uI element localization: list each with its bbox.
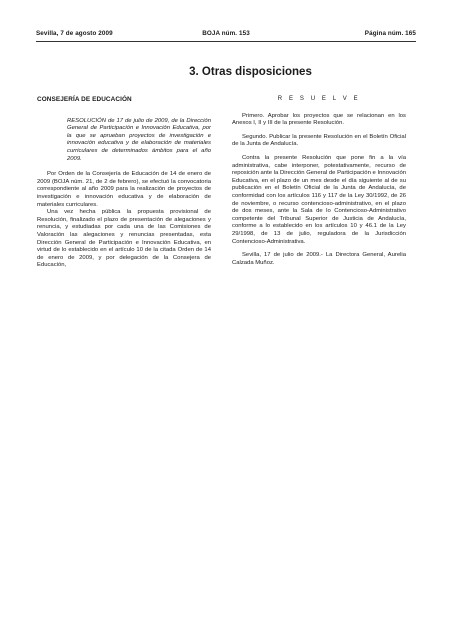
body-paragraph: Una vez hecha pública la propuesta provisional de Resolución, finalizado el plazo de presentación de alegaciones y renuncia, y estudiadas por cada una de las Comisiones de Valoración las alegaciones y renuncias presentadas, esta Dirección General de Participación e Innovación Educativa, en virtud de lo establecido en el artículo 10 de la citada Orden de 14 de enero de 2009, y por delegación de la Consejera de Educación, bbox=[37, 209, 211, 269]
ministry-heading: CONSEJERÍA DE EDUCACIÓN bbox=[37, 96, 132, 103]
resuelve-heading: R E S U E L V E bbox=[277, 96, 361, 102]
right-column bbox=[232, 96, 406, 273]
section-title-text: 3. Otras disposiciones bbox=[189, 66, 312, 78]
appeal-paragraph: Contra la presente Resolución que pone fin a la vía administrativa, cabe interponer, potestativamente, recurso de reposición ante la Dirección General de Participación e Innovación Educativa, en el plazo de un mes desde el día siguiente al de su publicación en el Boletín Oficial de la Junta de Andalucía, de conformidad con los artículos 116 y 117 de la Ley 30/1992, de 26 de noviembre, o recurso contencioso-administrativo, en el plazo de dos meses, ante la Sala de lo Contencioso-Administrativo competente del Tribunal Superior de Justicia de Andalucía, conforme a lo establecido en los artículos 10 y 46.1 de la Ley 29/1998, de 13 de julio, reguladora de la Jurisdicción Contencioso-Administrativa. bbox=[232, 154, 406, 245]
header-rule bbox=[36, 41, 416, 42]
resolution-summary: RESOLUCIÓN de 17 de julio de 2009, de la Dirección General de Participación e Innovación Educativa, por la que se aprueban proyectos de investigación e innovación educativa y de elaboración de materiales curriculares de determinados ámbitos para el año 2009. bbox=[67, 117, 211, 162]
body-paragraph: Por Orden de la Consejería de Educación de 14 de enero de 2009 (BOJA núm. 21, de 2 de febrero), se efectuó la convocatoria correspondiente al año 2009 para la realización de proyectos de investigación e innovación educativa y de elaboración de materiales curriculares. bbox=[37, 171, 211, 208]
left-column bbox=[37, 96, 211, 270]
signature-line: Sevilla, 17 de julio de 2009.- La Directora General, Aurelia Calzada Muñoz. bbox=[232, 252, 406, 266]
header-date: Sevilla, 7 de agosto 2009 bbox=[36, 30, 113, 37]
resolution-item-second: Segundo. Publicar la presente Resolución en el Boletín Oficial de la Junta de Andalucía. bbox=[232, 133, 406, 148]
header-bulletin-number: BOJA núm. 153 bbox=[202, 30, 250, 37]
resolution-item-first: Primero. Aprobar los proyectos que se relacionan en los Anexos I, II y III de la presente Resolución. bbox=[232, 112, 406, 127]
header-page-number: Página núm. 165 bbox=[364, 30, 416, 37]
section-title bbox=[0, 66, 453, 78]
